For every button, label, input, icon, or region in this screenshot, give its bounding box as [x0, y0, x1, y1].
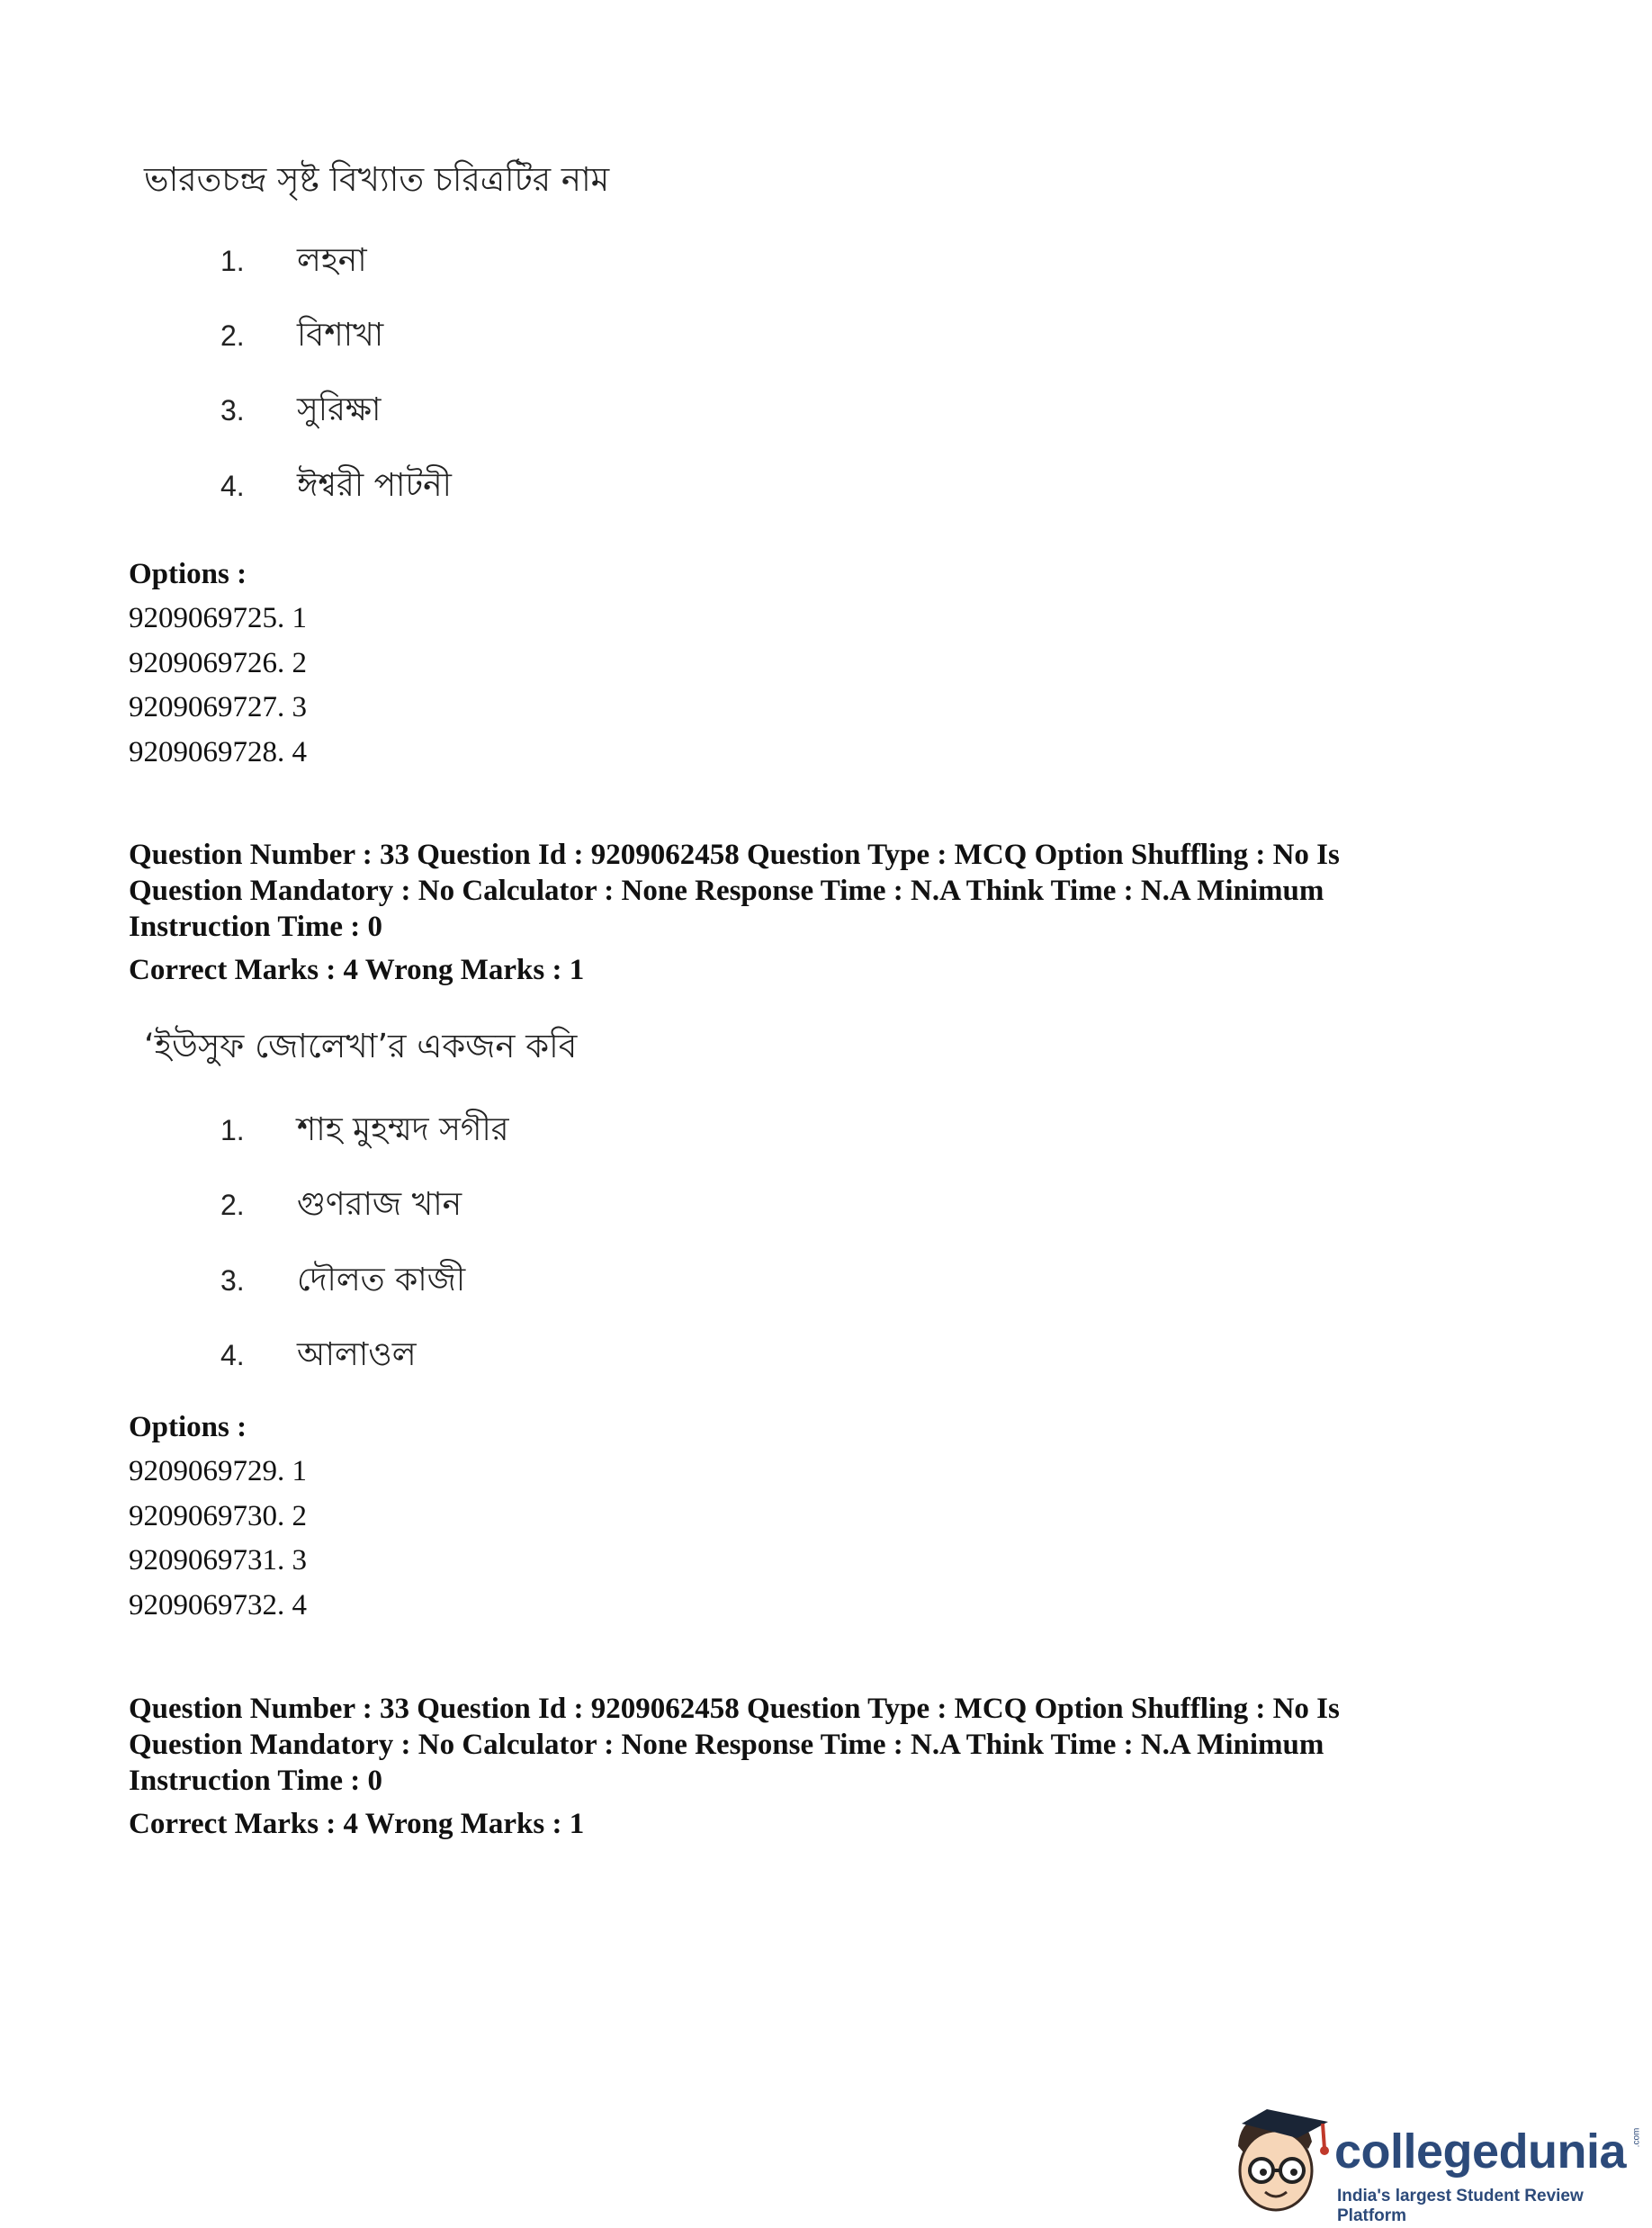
- option-line: 9209069726. 2: [129, 647, 307, 679]
- question-2-choice-4: [220, 1330, 417, 1384]
- marks-line: Correct Marks : 4 Wrong Marks : 1: [129, 954, 585, 986]
- option-line: 9209069729. 1: [129, 1455, 307, 1487]
- marks-line: Correct Marks : 4 Wrong Marks : 1: [129, 1808, 585, 1840]
- question-1-choice-1: [220, 236, 367, 290]
- options-label: Options :: [129, 558, 247, 590]
- option-line: 9209069727. 3: [129, 691, 307, 723]
- choice-number: 2.: [220, 319, 245, 352]
- logo-tagline: India's largest Student Review Platform: [1337, 2187, 1584, 2225]
- choice-number: 3.: [220, 1264, 245, 1297]
- question-1-choice-3: [220, 385, 382, 439]
- question-1-choice-4: [220, 461, 452, 515]
- collegedunia-logo: [1222, 2097, 1645, 2223]
- question-2-choice-2: [220, 1180, 462, 1234]
- option-line: 9209069731. 3: [129, 1544, 307, 1577]
- question-1-choice-2: [220, 310, 383, 364]
- choice-text: গুণরাজ খান: [297, 1186, 462, 1223]
- choice-number: 3.: [220, 394, 245, 427]
- question-2-stem: ‘ইউসুফ জোলেখা’র একজন কবি: [144, 1027, 578, 1065]
- choice-text: ঈশ্বরী পাটনী: [297, 467, 452, 504]
- logo-domain-suffix: .com: [1631, 2127, 1642, 2148]
- logo-wordmark: collegedunia: [1334, 2125, 1627, 2179]
- choice-text: দৌলত কাজী: [297, 1262, 466, 1298]
- question-1-stem: ভারতচন্দ্র সৃষ্ট বিখ্যাত চরিত্রটির নাম: [144, 160, 610, 199]
- choice-number: 4.: [220, 470, 245, 502]
- meta-line-3: Instruction Time : 0: [129, 911, 383, 943]
- question-meta: [129, 837, 1532, 945]
- question-meta: [129, 1691, 1532, 1799]
- choice-text: বিশাখা: [297, 317, 384, 354]
- options-label: Options :: [129, 1411, 247, 1443]
- question-2-choice-3: [220, 1255, 465, 1309]
- meta-line-2: Question Mandatory : No Calculator : None Response Time : N.A Think Time : N.A Minimum: [129, 875, 1324, 907]
- choice-number: 1.: [220, 1114, 245, 1146]
- option-line: 9209069728. 4: [129, 736, 307, 768]
- meta-line-3: Instruction Time : 0: [129, 1765, 383, 1797]
- meta-line-1: Question Number : 33 Question Id : 9209062458 Question Type : MCQ Option Shuffling : No Is: [129, 1693, 1340, 1725]
- meta-line-1: Question Number : 33 Question Id : 9209062458 Question Type : MCQ Option Shuffling : No Is: [129, 839, 1340, 871]
- choice-text: শাহ মুহম্মদ সগীর: [297, 1111, 509, 1148]
- option-line: 9209069732. 4: [129, 1589, 307, 1622]
- question-2-choice-1: [220, 1105, 509, 1159]
- student-mascot-icon: [1222, 2097, 1339, 2223]
- option-line: 9209069725. 1: [129, 602, 307, 634]
- choice-text: লহনা: [297, 242, 367, 279]
- meta-line-2: Question Mandatory : No Calculator : None Response Time : N.A Think Time : N.A Minimum: [129, 1729, 1324, 1761]
- choice-number: 1.: [220, 245, 245, 277]
- choice-number: 2.: [220, 1189, 245, 1221]
- option-line: 9209069730. 2: [129, 1500, 307, 1532]
- choice-text: আলাওল: [297, 1336, 417, 1373]
- choice-text: সুরিক্ষা: [297, 391, 382, 428]
- choice-number: 4.: [220, 1339, 245, 1371]
